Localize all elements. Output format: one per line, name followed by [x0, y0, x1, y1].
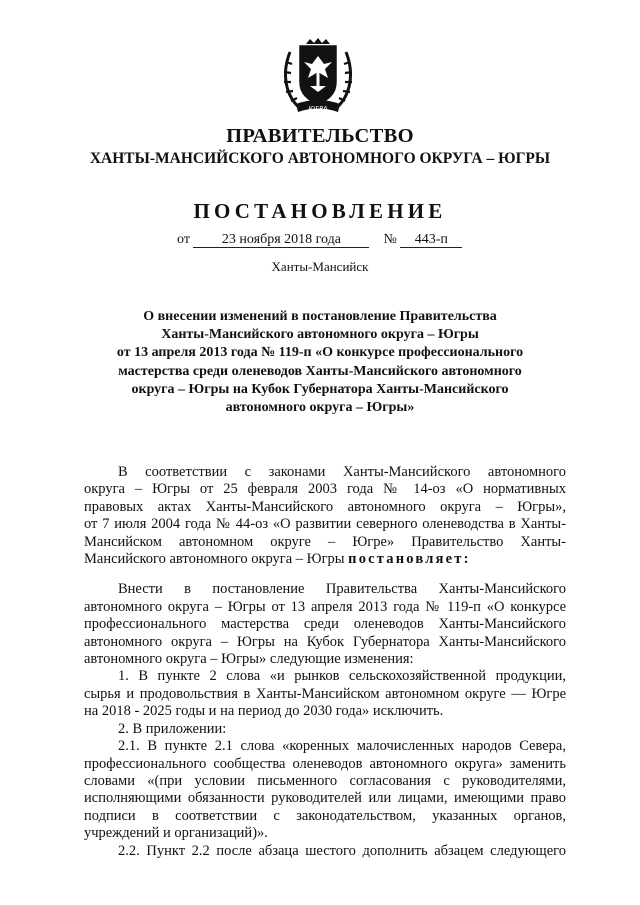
item-2-1-line: подписи в соответствии с законодательством, указанных органов, [84, 807, 566, 824]
document-type: ПОСТАНОВЛЕНИЕ [193, 199, 447, 223]
item-2-1-line: словами «(при условии письменного согласования с руководителями, [84, 772, 566, 789]
document-body [84, 464, 566, 860]
preamble-line: округа – Югры от 25 февраля 2003 года № 14-оз «О нормативных [84, 481, 566, 498]
subject-line: Ханты-Мансийского автономного округа – Югры [161, 327, 479, 343]
subject-line: автономного округа – Югры» [225, 400, 415, 416]
item-1-line: на 2018 - 2025 годы и на период до 2030 года» исключить. [84, 703, 444, 720]
preamble-last-line [84, 551, 566, 568]
subject-line: О внесении изменений в постановление Правительства [143, 309, 497, 324]
operative-line: автономного округа – Югры на Кубок Губернатора Ханты-Мансийского [84, 633, 566, 650]
preamble-line: от 7 июля 2004 года № 44-оз «О развитии северного оленеводства в Ханты- [84, 516, 566, 533]
preamble-line: Мансийского автономного округа – Югры [84, 551, 349, 568]
item-1-line: 1. В пункте 2 слова «и рынков сельскохозяйственной продукции, [118, 668, 566, 685]
date-prefix: от [177, 232, 190, 247]
item-2-1-line: профессионального сообщества оленеводов автономного округа» заменить [84, 755, 566, 772]
document-place: Ханты-Мансийск [271, 259, 369, 274]
operative-line: Внести в постановление Правительства Ханты-Мансийского [118, 581, 566, 598]
preamble-line: Мансийском автономном округе – Югре» Правительство Ханты- [84, 533, 566, 550]
resolves-word: постановляет: [348, 551, 471, 568]
subject-line: мастерства среди оленеводов Ханты-Мансийского автономного [118, 363, 522, 379]
region-title: ХАНТЫ-МАНСИЙСКОГО АВТОНОМНОГО ОКРУГА – ЮГРЫ [89, 150, 551, 167]
item-2-2-line: 2.2. Пункт 2.2 после абзаца шестого дополнить абзацем следующего [118, 842, 566, 859]
operative-line: профессионального мастерства среди оленеводов Ханты-Мансийского [84, 616, 566, 633]
operative-line: автономного округа – Югры от 13 апреля 2013 года № 119-п «О конкурсе [84, 598, 566, 615]
emblem-caption: ЮГРА [308, 104, 328, 113]
number-prefix: № [383, 232, 397, 247]
item-2-1-line: учреждений и организаций)». [84, 825, 268, 842]
subject-line: от 13 апреля 2013 года № 119-п «О конкурсе профессионального [116, 345, 524, 361]
item-1-line: сырья и продовольствия в Ханты-Мансийском автономном округе — Югре [84, 685, 566, 702]
document-subject [80, 308, 560, 417]
preamble-line: правовых актах Ханты-Мансийского автономного округа – Югры», [84, 498, 566, 515]
preamble-line: В соответствии с законами Ханты-Мансийского автономного [118, 464, 566, 480]
item-2-line: 2. В приложении: [118, 720, 227, 737]
paragraph-gap [84, 568, 566, 581]
coat-of-arms-icon [280, 38, 356, 120]
government-title: ПРАВИТЕЛЬСТВО [226, 125, 414, 147]
item-2-1-line: исполняющими обязанности руководителей или лицами, имеющими право [84, 790, 566, 807]
item-2-1-line: 2.1. В пункте 2.1 слова «коренных малочисленных народов Севера, [118, 738, 566, 755]
subject-line: округа – Югры на Кубок Губернатора Ханты-Мансийского [131, 381, 509, 397]
date-number-line [177, 232, 462, 248]
document-number: 443-п [400, 232, 462, 248]
document-date: 23 ноября 2018 года [193, 232, 369, 248]
operative-line: автономного округа – Югры» следующие изменения: [84, 651, 414, 668]
